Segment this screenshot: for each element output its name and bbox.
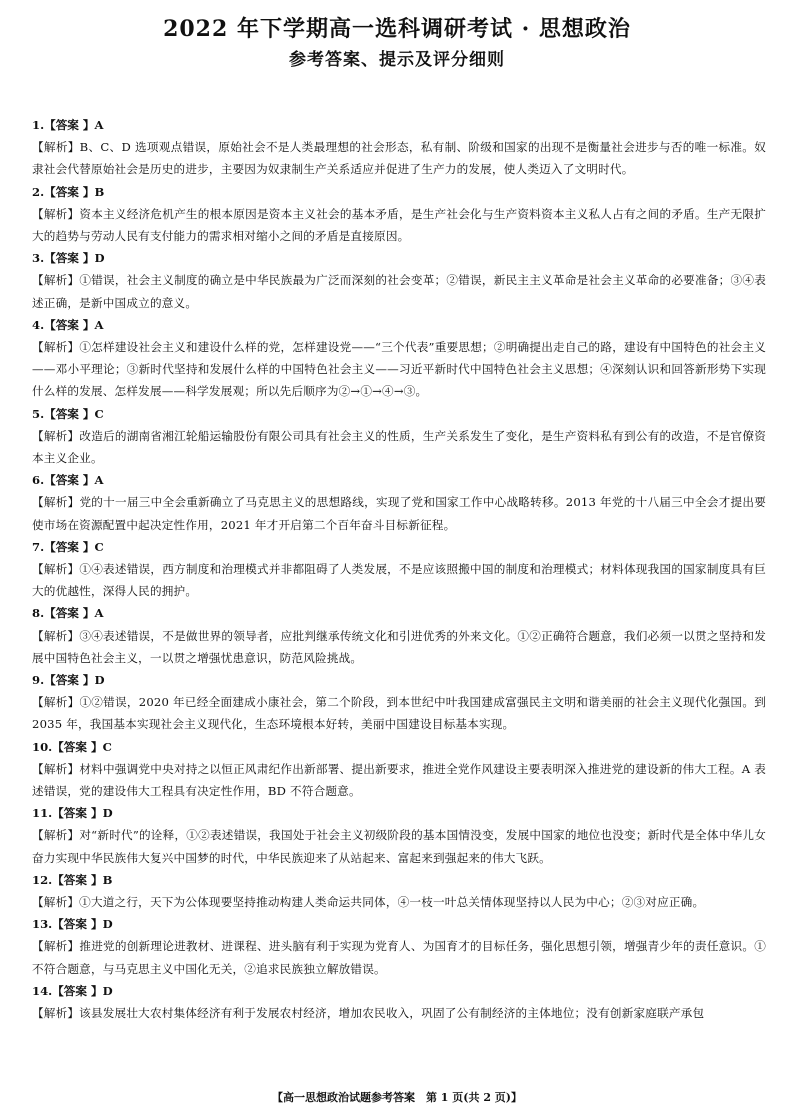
document-title: 2022 年下学期高一选科调研考试 · 思想政治 — [163, 16, 631, 42]
answer-explanation: 【解析】推进党的创新理论进教材、进课程、进头脑有利于实现为党育人、为国育才的目标任务，强化思想引领，增强青少年的责任意识。①不符合题意，与马克思主义中国化无关，②追求民族独立解放错误。 — [32, 939, 766, 976]
answer-explanation: 【解析】对“新时代”的诠释，①②表述错误，我国处于社会主义初级阶段的基本国情没变，发展中国家的地位也没变；新时代是全体中华儿女奋力实现中华民族伟大复兴中国梦的时代，中华民族迎来了从站起来、富起来到强起来的伟大飞跃。 — [32, 828, 766, 865]
answer-item — [32, 181, 766, 248]
answer-item — [32, 403, 766, 470]
answer-explanation: 【解析】材料中强调党中央对持之以恒正风肃纪作出新部署、提出新要求，推进全党作风建设主要表明深入推进党的建设新的伟大工程。A 表述错误，党的建设伟大工程具有决定性作用，BD 不符合题意。 — [32, 761, 766, 798]
answer-item — [32, 669, 766, 736]
answer-explanation: 【解析】党的十一届三中全会重新确立了马克思主义的思想路线，实现了党和国家工作中心战略转移。2013 年党的十八届三中全会才提出要使市场在资源配置中起决定性作用，2021 年才开启第二个百年奋斗目标新征程。 — [32, 495, 766, 532]
answer-item — [32, 536, 766, 603]
answer-item — [32, 602, 766, 669]
answer-item — [32, 980, 766, 1024]
answer-explanation: 【解析】资本主义经济危机产生的根本原因是资本主义社会的基本矛盾，是生产社会化与生产资料资本主义私人占有之间的矛盾。生产无限扩大的趋势与劳动人民有支付能力的需求相对缩小之间的矛盾是直接原因。 — [32, 206, 766, 243]
answer-explanation: 【解析】①②错误，2020 年已经全面建成小康社会，第二个阶段，到本世纪中叶我国建成富强民主文明和谐美丽的社会主义现代化强国。到 2035 年，我国基本实现社会主义现代化，生态环境根本好转，美丽中国建设目标基本实现。 — [32, 695, 766, 732]
answer-key: 12.【答案 】B — [32, 872, 113, 887]
answer-explanation: 【解析】①错误，社会主义制度的确立是中华民族最为广泛而深刻的社会变革；②错误，新民主主义革命是社会主义革命的必要准备；③④表述正确，是新中国成立的意义。 — [32, 273, 766, 310]
answer-item — [32, 869, 766, 913]
answer-key: 4.【答案 】A — [32, 317, 104, 332]
answer-explanation: 【解析】①④表述错误，西方制度和治理模式并非都阻碍了人类发展，不是应该照搬中国的制度和治理模式；材料体现我国的国家制度具有巨大的优越性，深得人民的拥护。 — [32, 561, 766, 599]
answer-key: 5.【答案 】C — [32, 406, 104, 421]
answer-key: 2.【答案 】B — [32, 184, 105, 199]
answer-item — [32, 314, 766, 403]
answer-key: 8.【答案 】A — [32, 606, 104, 621]
answer-key: 10.【答案 】C — [32, 739, 112, 754]
answer-key: 6.【答案 】A — [32, 473, 104, 488]
answer-explanation: 【解析】该县发展壮大农村集体经济有利于发展农村经济，增加农民收入，巩固了公有制经济的主体地位；没有创新家庭联产承包 — [32, 1005, 705, 1020]
answer-item — [32, 913, 766, 980]
answer-item — [32, 736, 766, 803]
answer-explanation: 【解析】①怎样建设社会主义和建设什么样的党，怎样建设党——“三个代表”重要思想；②明确提出走自己的路，建设有中国特色的社会主义——邓小平理论；③新时代坚持和发展什么样的中国特色社会主义——习近平新时代中国特色社会主义思想；④深刻认识和回答新形势下实现什么样的发展、怎样发展——科学发展观；所以先后顺序为②→①→④→③。 — [32, 339, 766, 399]
page-footer: 【高一思想政治试题参考答案 第 1 页(共 2 页)】 — [271, 1091, 523, 1104]
answer-item — [32, 802, 766, 869]
answer-item — [32, 247, 766, 314]
answer-explanation: 【解析】改造后的湖南省湘江轮船运输股份有限公司具有社会主义的性质，生产关系发生了变化，是生产资料私有到公有的改造，不是官僚资本主义企业。 — [32, 428, 766, 465]
answer-item — [32, 114, 766, 181]
answer-key: 11.【答案 】D — [32, 806, 113, 821]
answer-key: 13.【答案 】D — [32, 917, 113, 932]
answer-key: 9.【答案 】D — [32, 672, 105, 687]
answer-list — [32, 114, 766, 1024]
answer-explanation: 【解析】③④表述错误，不是做世界的领导者，应批判继承传统文化和引进优秀的外来文化。①②正确符合题意，我们必须一以贯之坚持和发展中国特色社会主义，一以贯之增强忧患意识，防范风险挑战。 — [32, 628, 766, 665]
answer-key: 14.【答案 】D — [32, 983, 113, 998]
answer-item — [32, 469, 766, 536]
document-subtitle: 参考答案、提示及评分细则 — [289, 50, 505, 70]
answer-explanation: 【解析】B、C、D 选项观点错误，原始社会不是人类最理想的社会形态，私有制、阶级和国家的出现不是衡量社会进步与否的唯一标准。奴隶社会代替原始社会是历史的进步，主要因为奴隶制生产关系适应并促进了生产力的发展，使人类迈入了文明时代。 — [32, 140, 766, 177]
answer-key: 1.【答案 】A — [32, 118, 104, 132]
answer-key: 3.【答案 】D — [32, 251, 105, 266]
answer-key: 7.【答案 】C — [32, 539, 104, 554]
answer-explanation: 【解析】①大道之行，天下为公体现要坚持推动构建人类命运共同体，④一枝一叶总关情体现坚持以人民为中心；②③对应正确。 — [32, 894, 705, 909]
